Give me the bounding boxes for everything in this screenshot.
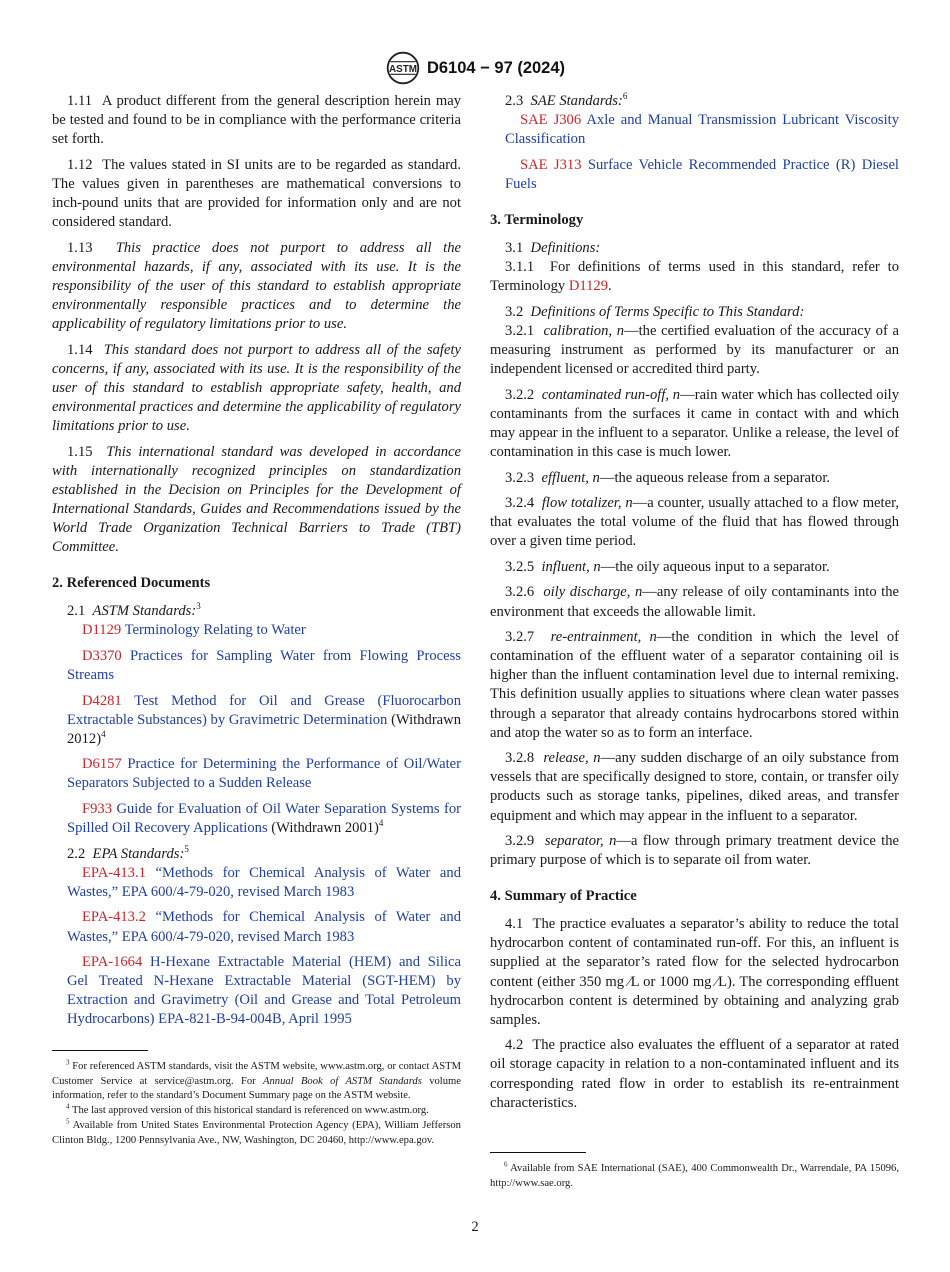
paragraph-1-14: 1.14 This standard does not purport to address all of the safety concerns, if any, associated with its use. It is the responsibility of the user of this standard to establish appropriate safety, health, and environmental practices and determine the applicability of regulatory limitations prior to use. xyxy=(52,341,461,434)
paragraph-3-1: 3.1 Definitions: xyxy=(505,239,601,256)
astm-reference-list xyxy=(52,621,461,838)
subsection-epa-standards: 2.2 EPA Standards:$^5$ xyxy=(67,843,189,862)
reference-item[interactable]: SAE J306 Axle and Manual Transmission Lubricant Viscosity Classification xyxy=(505,112,899,148)
footnote-3: $^3$ For referenced ASTM standards, visit the ASTM website, www.astm.org, or contact ASTM Customer Service at service@astm.org. For Annual Book of ASTM Standards volume information, refer to the standard’s Document Summary page on the ASTM website. xyxy=(52,1058,461,1102)
definition-item: 3.2.6 oily discharge, n—any release of oily contaminants into the environment that exceeds the allowable limit. xyxy=(490,584,900,620)
reference-item[interactable]: D6157 Practice for Determining the Performance of Oil/Water Separators Subjected to a Sudden Release xyxy=(67,756,461,792)
sae-reference-list xyxy=(490,111,899,194)
paragraph-1-12: 1.12 The values stated in SI units are to be regarded as standard. The values given in parentheses are mathematical conversions to inch-pound units that are provided for information only and are not considered standard. xyxy=(52,156,461,231)
definition-item: 3.2.3 effluent, n—the aqueous release from a separator. xyxy=(505,469,831,486)
reference-item[interactable]: EPA-413.1 “Methods for Chemical Analysis of Water and Wastes,” EPA 600/4-79-020, revised March 1983 xyxy=(67,864,461,900)
subsection-astm-standards: 2.1 ASTM Standards:$^3$ xyxy=(67,601,201,620)
definition-item: 3.2.2 contaminated run-off, n—rain water which has collected oily contaminants from the surfaces it came in contact with and which may appear in the influent to a separator. Unlike a release, the level of contamination in this case is much lower. xyxy=(490,386,900,460)
definition-item: 3.2.8 release, n—any sudden discharge of an oily substance from vessels that are specifically designed to store, contain, or transfer oily products such as storage tanks, pipelines, diked areas, and transfer equipment and which may appear in the influent to a separator. xyxy=(490,750,899,824)
reference-item[interactable]: EPA-1664 H-Hexane Extractable Material (HEM) and Silica Gel Treated N-Hexane Extractable Material (SGT-HEM) by Extraction and Gravimetry (Oil and Grease and Total Petroleum Hydrocarbons) EPA-821-B-94-004B, April 1995 xyxy=(67,954,461,1028)
astm-logo-text: ASTM xyxy=(388,64,417,76)
reference-item[interactable]: D3370 Practices for Sampling Water from Flowing Process Streams xyxy=(67,647,461,683)
document-designation: D6104 − 97 (2024) xyxy=(426,58,566,77)
definition-item: 3.2.1 calibration, n—the certified evaluation of the accuracy of a measuring instrument as performed by its manufacturer or an independent licensed or accredited third party. xyxy=(490,322,899,378)
paragraph-4-2: 4.2 The practice also evaluates the effluent of a separator at rated oil storage capacity in relation to a non-contaminated influent and its corresponding rated flow in order to establish its re-entrainment characteristics. xyxy=(490,1037,900,1111)
subsection-sae-standards: 2.3 SAE Standards:$^6$ xyxy=(505,91,628,109)
section-heading-terminology: 3. Terminology xyxy=(490,211,584,228)
reference-item[interactable]: D1129 Terminology Relating to Water xyxy=(82,622,306,639)
definition-item: 3.2.5 influent, n—the oily aqueous input to a separator. xyxy=(505,558,830,575)
reference-item[interactable]: F933 Guide for Evaluation of Oil Water Separation Systems for Spilled Oil Recovery Applications (Withdrawn 2001)$^4$ xyxy=(67,801,462,837)
paragraph-1-15: 1.15 This international standard was developed in accordance with internationally recognized principles on standardization established in the Decision on Principles for the Development of International Standards, Guides and Recommendations issued by the World Trade Organization Technical Barriers to Trade (TBT) Committee. xyxy=(52,443,461,556)
astm-logo-icon xyxy=(385,50,421,86)
definition-item: 3.2.4 flow totalizer, n—a counter, usually attached to a flow meter, that evaluates the total volume of the fluid that has flowed through over a given time period. xyxy=(490,495,899,550)
page-header xyxy=(0,50,950,86)
page-number: 2 xyxy=(471,1219,479,1235)
footnote-divider xyxy=(490,1152,586,1153)
footnote-divider xyxy=(52,1050,148,1051)
paragraph-4-1: 4.1 The practice evaluates a separator’s ability to reduce the total hydrocarbon content of contaminated run-off. For this, an influent is supplied at the separator’s rated flow for the selected hydrocarbon content (either 350 mg ⁄L or 1000 mg ⁄L). The corresponding effluent hydrocarbon content is determined by obtaining and analyzing grab samples. xyxy=(490,916,900,1028)
left-column xyxy=(52,92,461,1036)
reference-item[interactable]: D4281 Test Method for Oil and Grease (Fluorocarbon Extractable Substances) by Gravimetric Determination (Withdrawn 2012)$^4$ xyxy=(67,692,461,747)
paragraph-3-2: 3.2 Definitions of Terms Specific to This Standard: xyxy=(505,303,805,320)
left-footnotes xyxy=(52,1050,461,1148)
footnote-6: $^6$ Available from SAE International (SAE), 400 Commonwealth Dr., Warrendale, PA 15096, http://www.sae.org. xyxy=(490,1160,899,1189)
paragraph-1-13: 1.13 This practice does not purport to address all the environmental hazards, if any, associated with its use. It is the responsibility of the user of this standard to establish appropriate environmentally responsible practices and to determine the applicability of regulatory limitations prior to use. xyxy=(52,239,462,333)
section-heading-referenced-documents: 2. Referenced Documents xyxy=(52,575,211,592)
section-heading-summary-of-practice: 4. Summary of Practice xyxy=(490,888,637,905)
footnote-5: $^5$ Available from United States Environmental Protection Agency (EPA), William Jefferson Clinton Bldg., 1200 Pennsylvania Ave., NW, Washington, DC 20460, http://www.epa.gov. xyxy=(52,1117,461,1146)
paragraph-3-1-1: 3.1.1 For definitions of terms used in this standard, refer to Terminology D1129. xyxy=(490,259,899,295)
reference-item[interactable]: EPA-413.2 “Methods for Chemical Analysis of Water and Wastes,” EPA 600/4-79-020, revised March 1983 xyxy=(67,909,461,945)
right-column xyxy=(490,92,899,1119)
right-footnotes xyxy=(490,1152,899,1191)
definition-item: 3.2.7 re-entrainment, n—the condition in which the level of contamination of the effluent water of a separator containing oil is higher than the influent contamination level due to internal remixing. This definition usually applies to situations where clean water passes through a separator that already contains hydrocarbons stored within and atop the water so as to form an interface. xyxy=(490,629,900,741)
paragraph-1-11: 1.11 A product different from the general description herein may be tested and found to be in compliance with the performance criteria set forth. xyxy=(52,93,461,148)
epa-reference-list xyxy=(52,864,461,1030)
footnote-4: $^4$ The last approved version of this historical standard is referenced on www.astm.org. xyxy=(66,1102,429,1117)
reference-item[interactable]: SAE J313 Surface Vehicle Recommended Practice (R) Diesel Fuels xyxy=(505,156,899,192)
definition-item: 3.2.9 separator, n—a flow through primary treatment device the primary purpose of which is to separate oil from water. xyxy=(490,833,899,869)
terminology-link[interactable]: D1129 xyxy=(568,278,609,295)
